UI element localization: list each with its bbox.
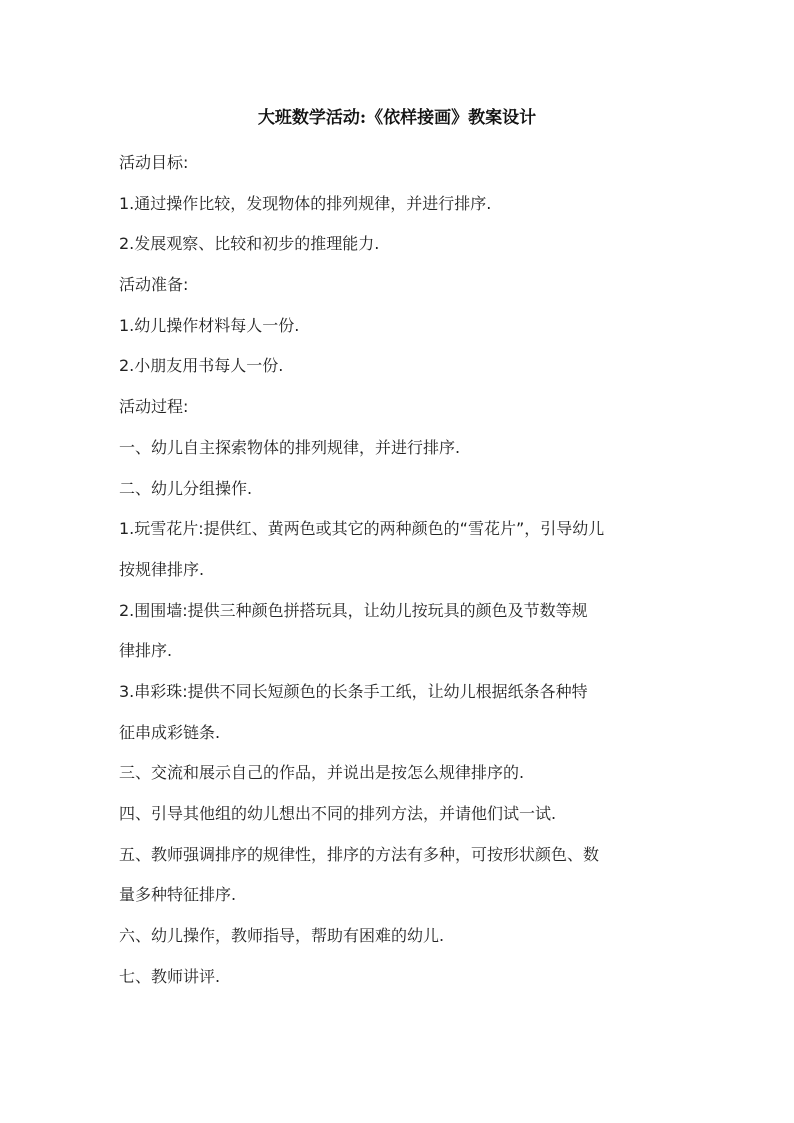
process-step-3: 三、交流和展示自己的作品，并说出是按怎么规律排序的.	[119, 763, 525, 783]
activity-item-2: 2.围围墙:提供三种颜色拼搭玩具，让幼儿按玩具的颜色及节数等规	[119, 600, 588, 620]
process-step-7: 七、教师讲评.	[119, 966, 221, 986]
activity-item-3: 3.串彩珠:提供不同长短颜色的长条手工纸，让幼儿根据纸条各种特	[119, 681, 588, 701]
process-step-5: 五、教师强调排序的规律性，排序的方法有多种，可按形状颜色、数	[119, 844, 600, 864]
activity-item-1: 1.玩雪花片:提供红、黄两色或其它的两种颜色的“雪花片”，引导幼儿	[119, 519, 605, 539]
section-heading-process: 活动过程:	[119, 397, 189, 417]
process-step-2: 二、幼儿分组操作.	[119, 478, 253, 498]
activity-item-2-continued: 律排序.	[119, 641, 173, 661]
activity-item-1-continued: 按规律排序.	[119, 559, 205, 579]
section-heading-preparation: 活动准备:	[119, 275, 189, 295]
process-step-4: 四、引导其他组的幼儿想出不同的排列方法，并请他们试一试.	[119, 804, 557, 823]
document-body	[119, 143, 679, 997]
section-heading-goals: 活动目标:	[119, 153, 189, 172]
preparation-item-2: 2.小朋友用书每人一份.	[119, 356, 284, 376]
process-step-5-continued: 量多种特征排序.	[119, 885, 237, 905]
activity-item-3-continued: 征串成彩链条.	[119, 722, 221, 742]
process-step-6: 六、幼儿操作，教师指导，帮助有困难的幼儿.	[119, 926, 445, 946]
document-title: 大班数学活动:《依样接画》教案设计	[257, 108, 537, 128]
preparation-item-1: 1.幼儿操作材料每人一份.	[119, 315, 300, 335]
goal-item-1: 1.通过操作比较，发现物体的排列规律，并进行排序.	[119, 193, 492, 213]
goal-item-2: 2.发展观察、比较和初步的推理能力.	[119, 234, 380, 254]
process-step-1: 一、幼儿自主探索物体的排列规律，并进行排序.	[119, 437, 461, 457]
